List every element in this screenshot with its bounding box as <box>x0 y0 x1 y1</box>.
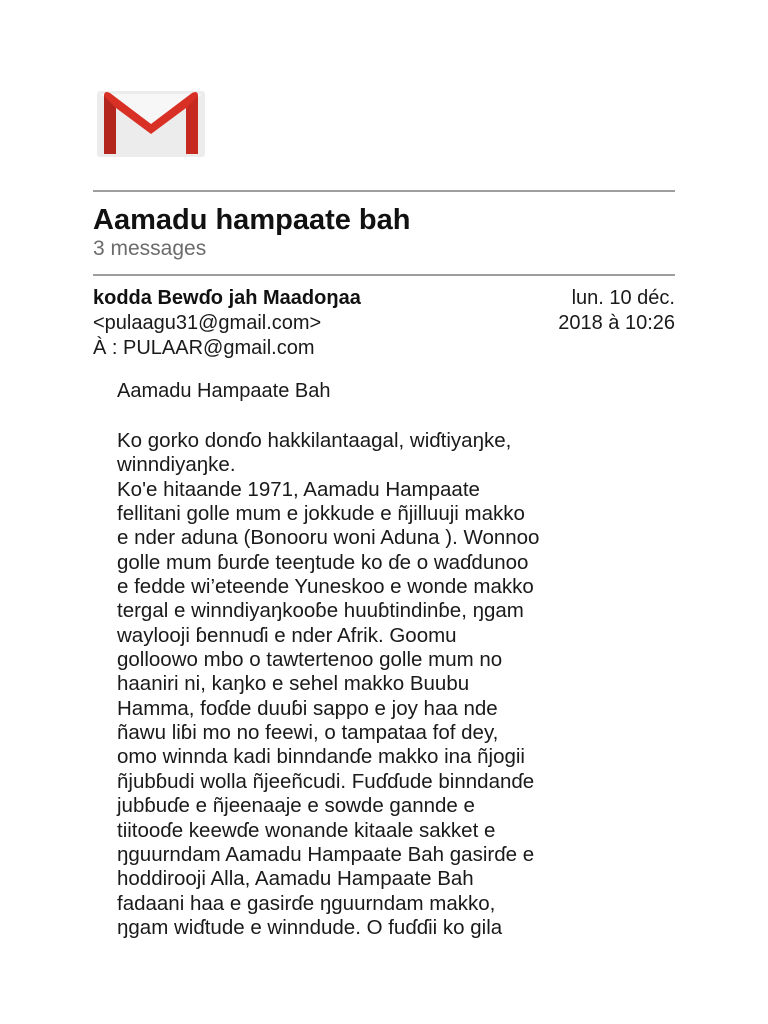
gmail-logo-icon <box>94 88 208 160</box>
sender-name: kodda Bewɗo jah Maadoŋaa <box>93 287 361 309</box>
body-line: e nder aduna (Bonooru woni Aduna ). Wonnoo <box>117 526 540 550</box>
body-line: golle mum ɓurɗe teeŋtude ko ɗe o waɗdunoo <box>117 550 529 574</box>
body-line: Hamma, foɗde duuɓi sappo e joy haa nde <box>117 696 498 720</box>
subject-divider <box>93 274 675 276</box>
body-line: ŋguurndam Aamadu Hampaate Bah gasirɗe e <box>117 842 535 866</box>
recipient-line: À : PULAAR@gmail.com <box>93 337 315 359</box>
body-line: jubɓuɗe e ñjeenaaje e sowde gannde e <box>117 794 475 818</box>
header-divider <box>93 190 675 192</box>
body-line: hoddirooji Alla, Aamadu Hampaate Bah <box>117 867 474 891</box>
message-body-title: Aamadu Hampaate Bah <box>117 380 331 402</box>
body-line: golloowo mbo o tawtertenoo golle mum no <box>117 648 503 672</box>
body-line: Ko'e hitaande 1971, Aamadu Hampaate <box>117 477 480 501</box>
sender-email: <pulaagu31@gmail.com> <box>93 312 322 334</box>
body-line: ŋgam wiɗtude e winndude. O fuɗɗii ko gila <box>117 915 503 939</box>
message-count: 3 messages <box>93 237 207 260</box>
body-line: winndiyaŋke. <box>117 453 236 477</box>
body-line: haaniri ni, kaŋko e sehel makko Buubu <box>117 672 470 696</box>
body-line: fadaani haa e gasirɗe ŋguurndam makko, <box>117 891 496 915</box>
body-line: omo winnda kadi binndanɗe makko ina ñjogii <box>117 745 525 769</box>
message-date: lun. 10 déc. <box>571 287 675 309</box>
body-line: tergal e winndiyaŋkooɓe huuɓtindinɓe, ŋgam <box>117 599 524 623</box>
body-line: e fedde wi’eteende Yuneskoo e wonde makko <box>117 575 534 599</box>
message-time: 2018 à 10:26 <box>558 312 675 334</box>
body-line: ñjubɓudi wolla ñjeeñcudi. Fuɗɗude binndanɗe <box>117 769 535 793</box>
body-line: tiitooɗe keewɗe wonande kitaale sakket e <box>117 818 496 842</box>
body-line: waylooji ɓennuɗi e nder Afrik. Goomu <box>117 623 457 647</box>
body-line: fellitani golle mum e jokkude e ñjilluuji makko <box>117 502 525 526</box>
body-line: Ko gorko donɗo hakkilantaagal, wiɗtiyaŋke, <box>117 429 512 452</box>
body-line: ñawu liɓi mo no feewi, o tampataa fof dey, <box>117 721 499 745</box>
message-body <box>117 429 677 940</box>
thread-subject: Aamadu hampaate bah <box>93 204 411 236</box>
